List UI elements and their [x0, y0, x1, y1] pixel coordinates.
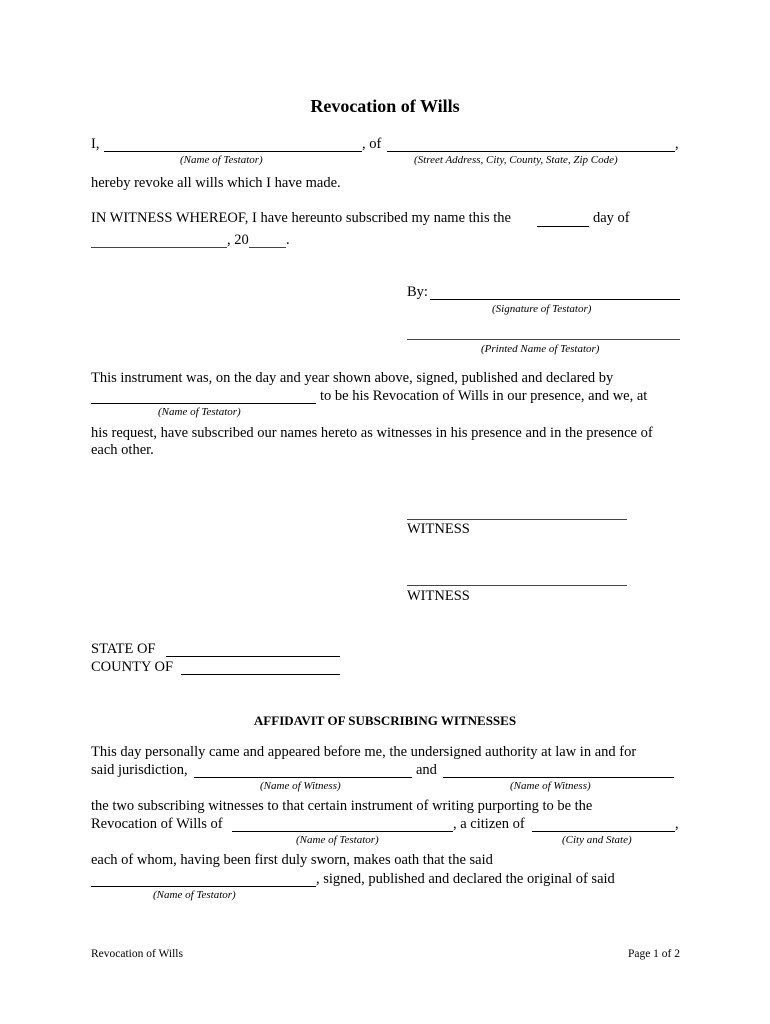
testator-address-blank[interactable] — [387, 151, 675, 152]
affidavit-comma: , — [675, 816, 679, 832]
affidavit-text-1: This day personally came and appeared before me, the undersigned authority at law in and for — [91, 744, 637, 760]
caption-name-of-testator-3: (Name of Testator) — [296, 834, 379, 846]
caption-city-state: (City and State) — [562, 834, 632, 846]
instrument-text-1: This instrument was, on the day and year shown above, signed, published and declared by — [91, 370, 614, 386]
year-prefix: , 20 — [227, 232, 249, 248]
caption-name-of-testator: (Name of Testator) — [180, 154, 263, 166]
state-of-label: STATE OF — [91, 641, 156, 657]
instrument-testator-blank[interactable] — [91, 403, 316, 404]
caption-witness-1: (Name of Witness) — [260, 780, 341, 792]
affidavit-heading: AFFIDAVIT OF SUBSCRIBING WITNESSES — [253, 713, 517, 728]
witness-2-name-blank[interactable] — [443, 777, 674, 778]
affidavit-text-4: Revocation of Wills of — [91, 816, 223, 832]
caption-name-of-testator-2: (Name of Testator) — [158, 406, 241, 418]
footer-title: Revocation of Wills — [91, 948, 183, 960]
affidavit-and: and — [416, 762, 437, 778]
county-blank[interactable] — [181, 674, 340, 675]
text-comma: , — [675, 136, 679, 152]
testator-name-blank[interactable] — [104, 151, 362, 152]
witness-1-label: WITNESS — [407, 521, 470, 537]
request-text-1: his request, have subscribed our names hereto as witnesses in his presence and in the presence of — [91, 425, 653, 441]
caption-witness-2: (Name of Witness) — [510, 780, 591, 792]
affidavit-text-2: said jurisdiction, — [91, 762, 188, 778]
caption-printed-name: (Printed Name of Testator) — [481, 343, 600, 355]
witness-whereof-text: IN WITNESS WHEREOF, I have hereunto subscribed my name this the — [91, 210, 511, 226]
county-of-label: COUNTY OF — [91, 659, 174, 675]
caption-signature: (Signature of Testator) — [492, 303, 592, 315]
text-of: , of — [362, 136, 382, 152]
year-suffix: . — [286, 232, 290, 248]
revoke-statement: hereby revoke all wills which I have made. — [91, 175, 341, 191]
day-blank[interactable] — [537, 226, 589, 227]
affidavit-text-5: each of whom, having been first duly sworn, makes oath that the said — [91, 852, 493, 868]
signature-blank[interactable] — [430, 299, 680, 300]
text-i: I, — [91, 136, 100, 152]
printed-name-blank[interactable] — [407, 339, 680, 340]
footer-page-number: Page 1 of 2 — [627, 948, 680, 960]
year-blank[interactable] — [249, 247, 286, 248]
witness-2-label: WITNESS — [407, 588, 470, 604]
request-text-2: each other. — [91, 442, 154, 458]
affidavit-text-3: the two subscribing witnesses to that certain instrument of writing purporting to be the — [91, 798, 593, 814]
revocation-testator-blank[interactable] — [232, 831, 453, 832]
caption-address: (Street Address, City, County, State, Zip Code) — [414, 154, 618, 166]
affidavit-citizen-of: , a citizen of — [453, 816, 525, 832]
affidavit-text-6: , signed, published and declared the original of said — [316, 871, 615, 887]
state-blank[interactable] — [166, 656, 340, 657]
instrument-text-2: to be his Revocation of Wills in our presence, and we, at — [320, 388, 648, 404]
sworn-testator-blank[interactable] — [91, 886, 316, 887]
witness-1-signature-blank[interactable] — [407, 519, 627, 520]
day-of-text: day of — [593, 210, 630, 226]
month-blank[interactable] — [91, 247, 227, 248]
caption-name-of-testator-4: (Name of Testator) — [153, 889, 236, 901]
witness-1-name-blank[interactable] — [194, 777, 412, 778]
witness-2-signature-blank[interactable] — [407, 585, 627, 586]
by-label: By: — [407, 284, 428, 300]
city-state-blank[interactable] — [532, 831, 675, 832]
document-title: Revocation of Wills — [310, 96, 460, 116]
